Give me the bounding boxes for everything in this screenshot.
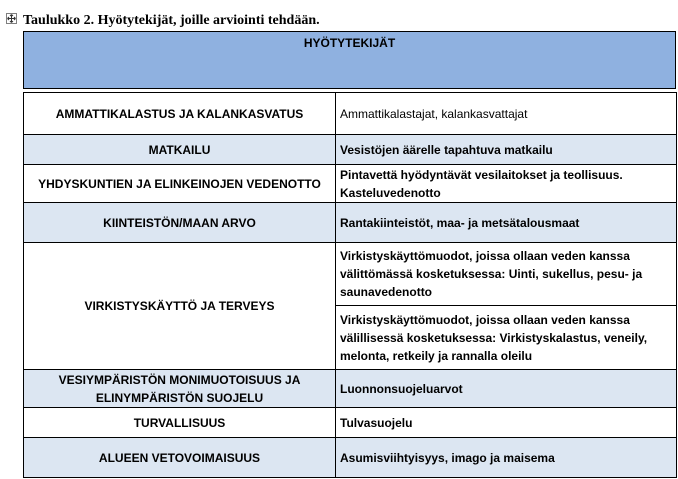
description-cell: Ammattikalastajat, kalankasvattajat: [336, 93, 677, 135]
description-cell: Rantakiinteistöt, maa- ja metsätalousmaat: [336, 203, 677, 243]
table-row: [24, 135, 677, 165]
table-row: [24, 370, 677, 408]
table-row: [24, 93, 677, 135]
description-cell: Virkistyskäyttömuodot, joissa ollaan veden kanssa välillisessä kosketuksessa: Virkistyskalastus, veneily, melonta, retkeily ja rannalla oleilu: [336, 306, 677, 370]
category-cell: VIRKISTYSKÄYTTÖ JA TERVEYS: [24, 243, 336, 370]
category-cell: AMMATTIKALASTUS JA KALANKASVATUS: [24, 93, 336, 135]
table-row: [24, 203, 677, 243]
description-cell: Vesistöjen äärelle tapahtuva matkailu: [336, 135, 677, 165]
table-move-handle-icon[interactable]: [6, 13, 17, 24]
table-caption: Taulukko 2. Hyötytekijät, joille arviointi tehdään.: [23, 13, 320, 28]
header-title: HYÖTYTEKIJÄT: [303, 36, 396, 50]
category-cell: TURVALLISUUS: [24, 408, 336, 438]
description-cell: Virkistyskäyttömuodot, joissa ollaan veden kanssa välittömässä kosketuksessa: Uinti, sukellus, pesu- ja saunavedenotto: [336, 243, 677, 306]
description-cell: Luonnonsuojeluarvot: [336, 370, 677, 408]
table-row: [24, 438, 677, 478]
description-cell: Tulvasuojelu: [336, 408, 677, 438]
category-cell: ALUEEN VETOVOIMAISUUS: [24, 438, 336, 478]
category-cell: KIINTEISTÖN/MAAN ARVO: [24, 203, 336, 243]
table-header: [23, 31, 676, 89]
table-row: [24, 408, 677, 438]
table-row: [24, 165, 677, 203]
description-cell: Asumisviihtyisyys, imago ja maisema: [336, 438, 677, 478]
benefit-factors-table: [23, 92, 677, 478]
category-cell: MATKAILU: [24, 135, 336, 165]
category-cell: YHDYSKUNTIEN JA ELINKEINOJEN VEDENOTTO: [24, 165, 336, 203]
description-cell: Pintavettä hyödyntävät vesilaitokset ja teollisuus. Kasteluvedenotto: [336, 165, 677, 203]
category-cell: VESIYMPÄRISTÖN MONIMUOTOISUUS JA ELINYMPÄRISTÖN SUOJELU: [24, 370, 336, 408]
table-row: [24, 243, 677, 306]
